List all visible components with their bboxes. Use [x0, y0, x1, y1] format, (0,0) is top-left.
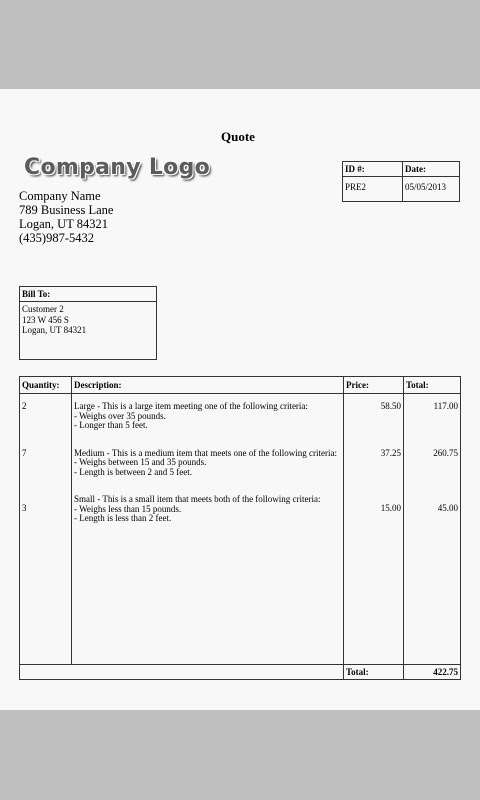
row-1-price: 58.50	[380, 401, 401, 411]
line-items-table	[19, 376, 461, 680]
row-3-total: 45.00	[437, 503, 458, 513]
id-value: PRE2	[343, 177, 403, 202]
bill-to-label: Bill To:	[20, 287, 157, 302]
bill-to-line2: 123 W 456 S	[22, 314, 69, 325]
description-column	[72, 394, 344, 665]
row-2-quantity: 7	[22, 447, 27, 458]
grand-total-label: Total:	[344, 665, 404, 680]
total-column	[404, 394, 461, 665]
row-3-desc-line1: Small - This is a small item that meets both of the following criteria:	[74, 494, 321, 504]
row-2-desc-line2: - Weighs between 15 and 35 pounds.	[74, 457, 207, 467]
grand-total-value: 422.75	[404, 665, 461, 680]
row-3-desc-line2: - Weighs less than 15 pounds.	[74, 503, 182, 514]
row-1-description	[74, 402, 341, 431]
header-price: Price:	[344, 377, 404, 394]
row-1-desc-line1: Large - This is a large item meeting one of the following criteria:	[74, 401, 308, 411]
company-address-line2: Logan, UT 84321	[19, 217, 108, 231]
row-2-desc-line3: - Length is between 2 and 5 feet.	[74, 466, 192, 477]
header-description: Description:	[72, 377, 344, 394]
date-value: 05/05/2013	[403, 177, 460, 202]
row-3-quantity: 3	[22, 503, 27, 513]
company-logo: Company Logo	[24, 155, 211, 180]
bill-to-address	[20, 302, 157, 360]
row-2-description	[74, 449, 341, 478]
row-2-price: 37.25	[380, 447, 401, 458]
row-1-total: 117.00	[433, 401, 458, 411]
row-1-quantity: 2	[22, 401, 27, 411]
footer-spacer	[20, 665, 344, 680]
company-phone: (435)987-5432	[19, 231, 94, 245]
bill-to-box	[19, 286, 157, 360]
row-3-description	[74, 495, 341, 524]
quote-document	[0, 89, 480, 710]
header-total: Total:	[404, 377, 461, 394]
date-label: Date:	[403, 162, 460, 177]
company-name: Company Name	[19, 189, 101, 203]
quantity-column	[20, 394, 72, 665]
document-title: Quote	[221, 129, 255, 144]
row-1-desc-line2: - Weighs over 35 pounds.	[74, 410, 166, 421]
company-info	[19, 189, 113, 245]
row-2-desc-line1: Medium - This is a medium item that meets one of the following criteria:	[74, 447, 338, 458]
quote-meta-table	[342, 161, 460, 202]
header-quantity: Quantity:	[20, 377, 72, 394]
company-address-line1: 789 Business Lane	[19, 203, 114, 217]
row-3-price: 15.00	[380, 503, 401, 513]
bill-to-line1: Customer 2	[22, 304, 64, 314]
bill-to-line3: Logan, UT 84321	[22, 325, 87, 335]
row-3-desc-line3: - Length is less than 2 feet.	[74, 513, 172, 523]
price-column	[344, 394, 404, 665]
row-2-total: 260.75	[433, 447, 458, 458]
row-1-desc-line3: - Longer than 5 feet.	[74, 420, 148, 430]
id-label: ID #:	[343, 162, 403, 177]
